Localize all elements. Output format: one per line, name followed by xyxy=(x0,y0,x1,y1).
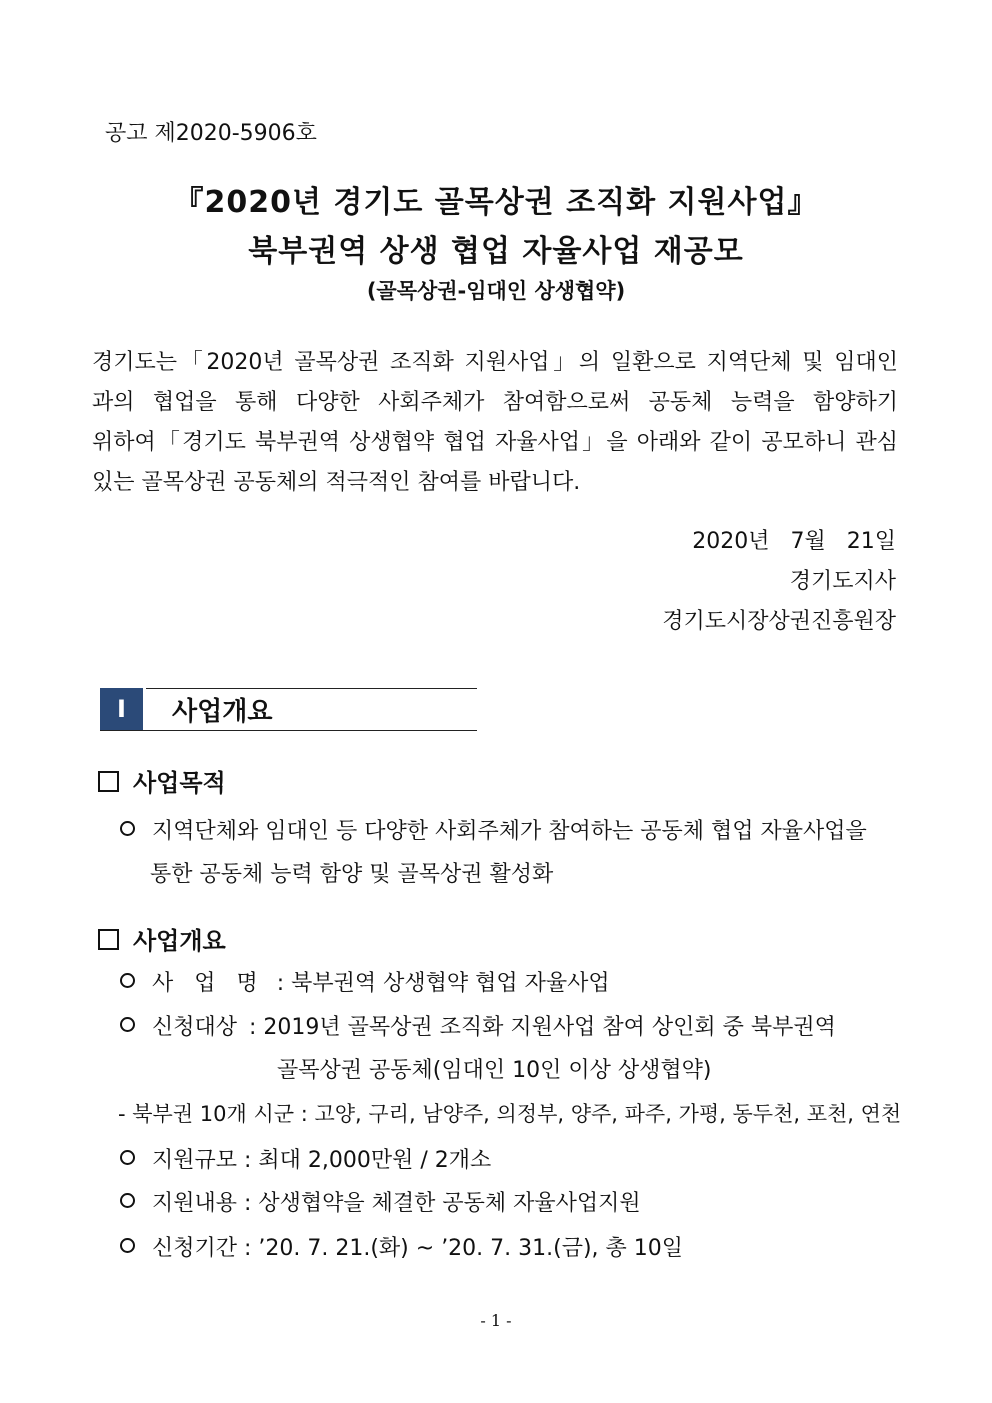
document-subtitle: (골목상권-임대인 상생협약) xyxy=(366,279,626,303)
section-header xyxy=(100,688,477,731)
overview-item-name xyxy=(120,966,610,997)
circle-bullet-icon xyxy=(120,821,135,836)
square-bullet-icon xyxy=(98,771,119,792)
purpose-line1: 지역단체와 임대인 등 다양한 사회주체가 참여하는 공동체 협업 자율사업을 xyxy=(152,819,867,844)
section-top-rule xyxy=(146,688,477,689)
overview-heading-text: 사업개요 xyxy=(133,927,226,955)
content-text: 지원내용 : 상생협약을 체결한 공동체 자율사업지원 xyxy=(152,1191,641,1216)
circle-bullet-icon xyxy=(120,973,135,988)
name-label: 사 업 명 xyxy=(152,971,265,996)
intro-line: 위하여「경기도 북부권역 상생협약 협업 자율사업」을 아래와 같이 공모하니 관심 xyxy=(92,430,898,455)
purpose-line2: 통한 공동체 능력 함양 및 골목상권 활성화 xyxy=(150,862,554,887)
overview-item-target xyxy=(120,1010,836,1041)
purpose-heading-text: 사업목적 xyxy=(133,769,226,797)
intro-line: 경기도는「2020년 골목상권 조직화 지원사업」의 일환으로 지역단체 및 임대인 xyxy=(92,350,898,375)
name-value: : 북부권역 상생협약 협업 자율사업 xyxy=(276,971,610,996)
circle-bullet-icon xyxy=(120,1150,135,1165)
document-title-line2: 북부권역 상생 협업 자율사업 재공모 xyxy=(248,234,744,269)
issuer-institute: 경기도시장상권진흥원장 xyxy=(662,609,896,634)
page-number: - 1 - xyxy=(480,1311,512,1330)
notice-number: 공고 제2020-5906호 xyxy=(105,121,317,146)
region-note: - 북부권 10개 시군 : 고양, 구리, 남양주, 의정부, 양주, 파주, 가평, 동두천, 포천, 연천 xyxy=(118,1102,902,1126)
overview-heading xyxy=(98,921,226,956)
purpose-item xyxy=(120,814,867,845)
square-bullet-icon xyxy=(98,929,119,950)
period-text: 신청기간 : ’20. 7. 21.(화) ~ ’20. 7. 31.(금), 총 10일 xyxy=(152,1236,684,1261)
target-value: : 2019년 골목상권 조직화 지원사업 참여 상인회 중 북부권역 xyxy=(249,1015,836,1040)
announcement-date: 2020년 7월 21일 xyxy=(692,529,896,554)
section-bottom-rule xyxy=(100,730,477,731)
purpose-heading xyxy=(98,763,226,798)
intro-line: 과의 협업을 통해 다양한 사회주체가 참여함으로써 공동체 능력을 함양하기 xyxy=(92,390,898,415)
target-label: 신청대상 xyxy=(152,1015,238,1040)
overview-item-period xyxy=(120,1231,683,1262)
section-number: Ⅰ xyxy=(100,688,143,731)
intro-paragraph xyxy=(92,343,898,503)
issuer-governor: 경기도지사 xyxy=(789,569,896,594)
overview-item-content xyxy=(120,1186,641,1217)
target-continuation: 골목상권 공동체(임대인 10인 이상 상생협약) xyxy=(277,1058,712,1083)
circle-bullet-icon xyxy=(120,1238,135,1253)
circle-bullet-icon xyxy=(120,1017,135,1032)
intro-line: 있는 골목상권 공동체의 적극적인 참여를 바랍니다. xyxy=(92,470,581,495)
scale-text: 지원규모 : 최대 2,000만원 / 2개소 xyxy=(152,1148,492,1173)
overview-item-scale xyxy=(120,1143,491,1174)
document-title-line1: 『2020년 경기도 골목상권 조직화 지원사업』 xyxy=(173,185,819,220)
circle-bullet-icon xyxy=(120,1193,135,1208)
section-title: 사업개요 xyxy=(172,697,273,727)
